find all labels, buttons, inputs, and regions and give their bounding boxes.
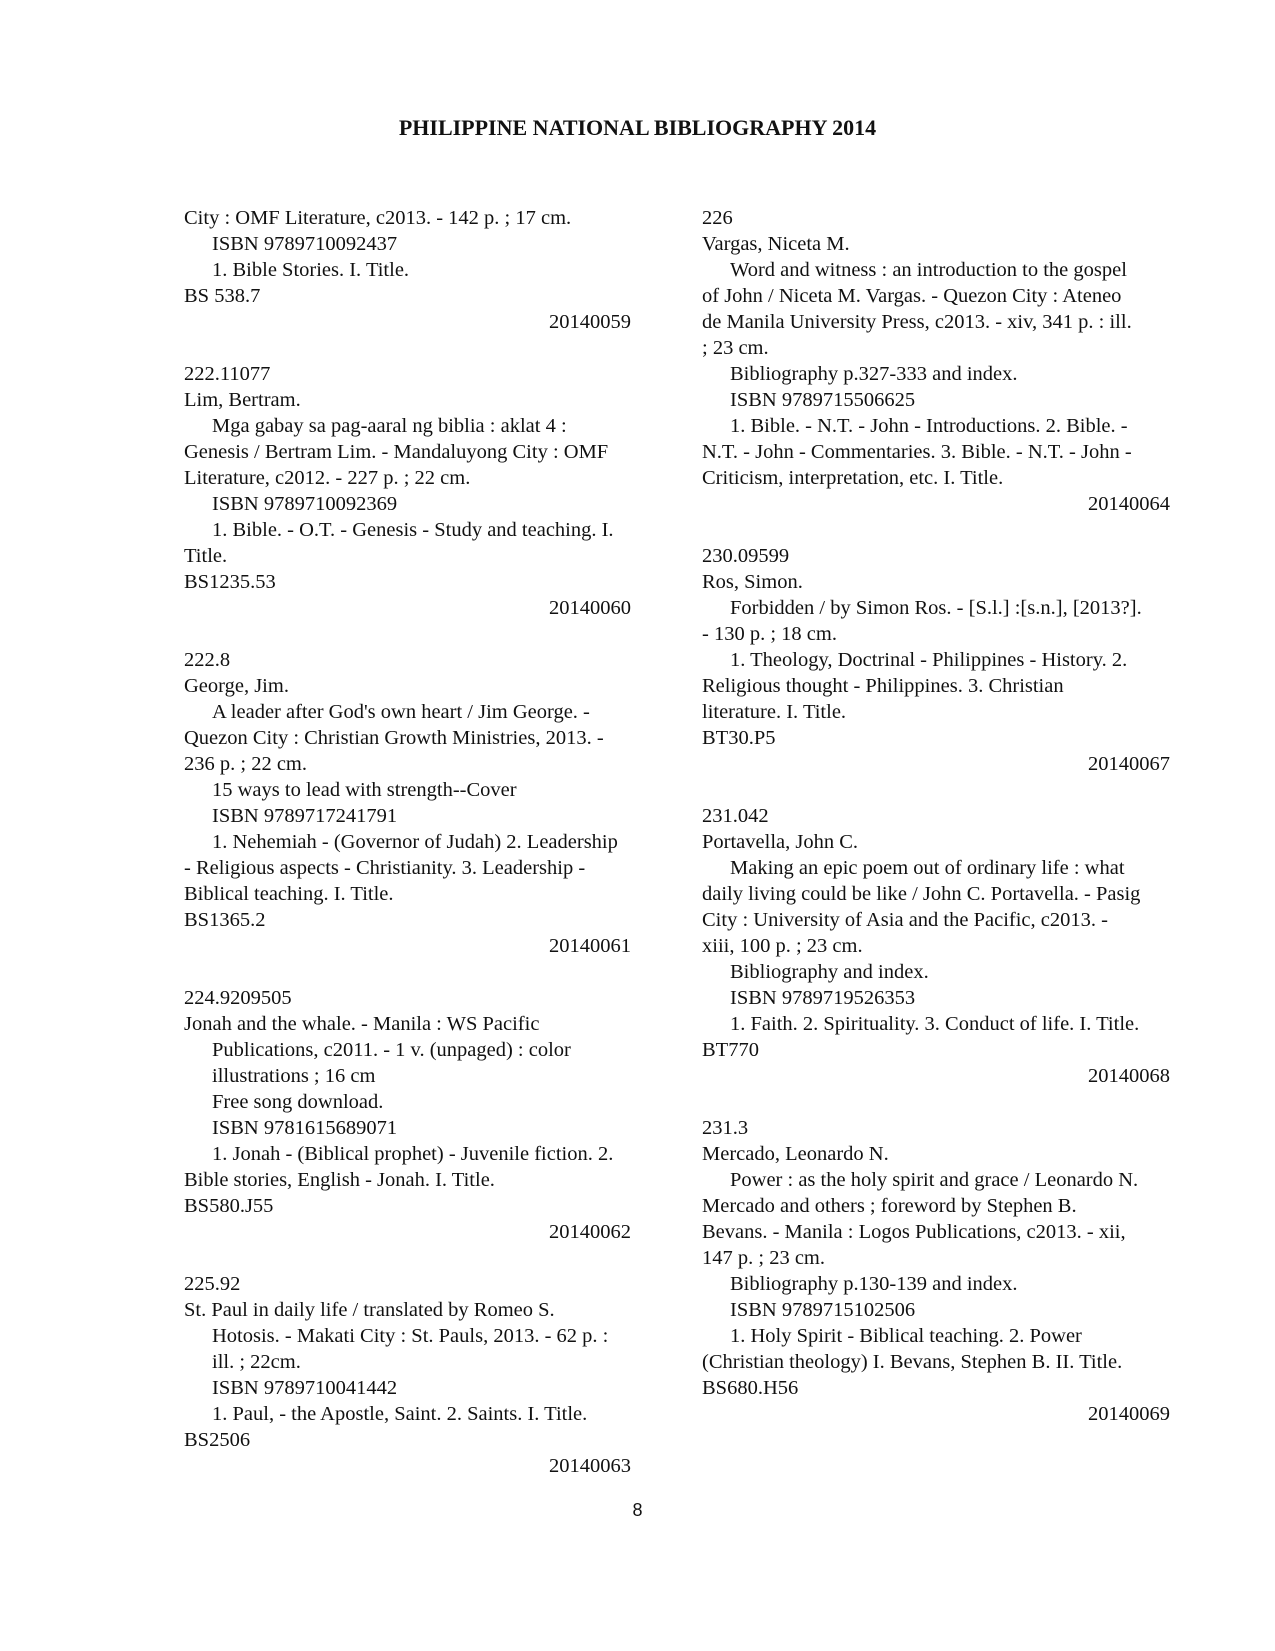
entry-line: Word and witness : an introduction to the gospel xyxy=(730,259,1127,281)
entry-line: ISBN 9781615689071 xyxy=(212,1117,398,1139)
entry-line: 1. Faith. 2. Spirituality. 3. Conduct of life. I. Title. xyxy=(730,1013,1140,1035)
entry-line: BS1365.2 xyxy=(184,909,266,931)
entry-line: ; 23 cm. xyxy=(702,337,769,359)
entry-line: Religious thought - Philippines. 3. Christian xyxy=(702,675,1064,697)
entry-line: ISBN 9789710092437 xyxy=(212,233,398,255)
entry-line: (Christian theology) I. Bevans, Stephen B. II. Title. xyxy=(702,1351,1123,1373)
entry-control-number: 20140061 xyxy=(549,935,631,957)
entry-control-number: 20140062 xyxy=(549,1221,631,1243)
entry-control-number: 20140059 xyxy=(549,311,631,333)
right-column xyxy=(702,205,1190,1453)
bibliography-entry xyxy=(184,985,651,1245)
entry-line: Mga gabay sa pag-aaral ng biblia : aklat 4 : xyxy=(212,415,567,437)
entry-line: ISBN 9789710041442 xyxy=(212,1377,398,1399)
entry-line: 1. Holy Spirit - Biblical teaching. 2. Power xyxy=(730,1325,1082,1347)
bibliography-entry xyxy=(702,205,1190,517)
entry-line: 1. Bible. - O.T. - Genesis - Study and teaching. I. xyxy=(212,519,614,541)
entry-line: BT30.P5 xyxy=(702,727,776,749)
entry-control-number: 20140063 xyxy=(549,1455,631,1477)
entry-line: 1. Bible. - N.T. - John - Introductions. 2. Bible. - xyxy=(730,415,1128,437)
entry-line: 1. Jonah - (Biblical prophet) - Juvenile fiction. 2. xyxy=(212,1143,614,1165)
entry-line: 225.92 xyxy=(184,1273,241,1295)
entry-line: - Religious aspects - Christianity. 3. Leadership - xyxy=(184,857,586,879)
entry-line: 230.09599 xyxy=(702,545,790,567)
entry-control-number: 20140064 xyxy=(1088,493,1170,515)
entry-line: 15 ways to lead with strength--Cover xyxy=(212,779,517,801)
entry-line: Literature, c2012. - 227 p. ; 22 cm. xyxy=(184,467,471,489)
entry-line: N.T. - John - Commentaries. 3. Bible. - N.T. - John - xyxy=(702,441,1132,463)
entry-line: Mercado, Leonardo N. xyxy=(702,1143,889,1165)
entry-line: xiii, 100 p. ; 23 cm. xyxy=(702,935,863,957)
left-column xyxy=(184,205,651,1505)
entry-line: Lim, Bertram. xyxy=(184,389,301,411)
page-title: PHILIPPINE NATIONAL BIBLIOGRAPHY 2014 xyxy=(398,115,877,140)
entry-line: Vargas, Niceta M. xyxy=(702,233,850,255)
entry-line: Title. xyxy=(184,545,228,567)
entry-line: 1. Bible Stories. I. Title. xyxy=(212,259,410,281)
entry-line: Bibliography p.130-139 and index. xyxy=(730,1273,1018,1295)
entry-control-number: 20140060 xyxy=(549,597,631,619)
entry-line: Power : as the holy spirit and grace / Leonardo N. xyxy=(730,1169,1139,1191)
entry-line: BS580.J55 xyxy=(184,1195,274,1217)
entry-line: 1. Theology, Doctrinal - Philippines - History. 2. xyxy=(730,649,1128,671)
entry-line: 222.11077 xyxy=(184,363,271,385)
entry-line: ISBN 9789710092369 xyxy=(212,493,398,515)
entry-line: 231.042 xyxy=(702,805,769,827)
entry-line: BT770 xyxy=(702,1039,759,1061)
entry-line: Bibliography and index. xyxy=(730,961,929,983)
entry-line: Publications, c2011. - 1 v. (unpaged) : color xyxy=(212,1039,571,1061)
entry-line: Free song download. xyxy=(212,1091,384,1113)
entry-line: de Manila University Press, c2013. - xiv, 341 p. : ill. xyxy=(702,311,1132,333)
entry-line: Bevans. - Manila : Logos Publications, c2013. - xii, xyxy=(702,1221,1126,1243)
entry-line: George, Jim. xyxy=(184,675,289,697)
entry-line: 222.8 xyxy=(184,649,231,671)
entry-line: illustrations ; 16 cm xyxy=(212,1065,376,1087)
bibliography-entry xyxy=(184,361,651,621)
bibliography-entry xyxy=(702,803,1190,1089)
entry-line: Bible stories, English - Jonah. I. Title. xyxy=(184,1169,495,1191)
entry-line: BS 538.7 xyxy=(184,285,261,307)
entry-line: literature. I. Title. xyxy=(702,701,847,723)
entry-line: Bibliography p.327-333 and index. xyxy=(730,363,1018,385)
entry-control-number: 20140067 xyxy=(1088,753,1170,775)
entry-line: Hotosis. - Makati City : St. Pauls, 2013. - 62 p. : xyxy=(212,1325,609,1347)
entry-line: 1. Nehemiah - (Governor of Judah) 2. Leadership xyxy=(212,831,618,853)
bibliography-entry xyxy=(184,205,651,335)
entry-line: - 130 p. ; 18 cm. xyxy=(702,623,837,645)
entry-line: BS1235.53 xyxy=(184,571,276,593)
bibliography-entry xyxy=(184,647,651,959)
entry-line: BS2506 xyxy=(184,1429,251,1451)
entry-line: Portavella, John C. xyxy=(702,831,859,853)
entry-line: 147 p. ; 23 cm. xyxy=(702,1247,825,1269)
entry-line: City : University of Asia and the Pacific, c2013. - xyxy=(702,909,1108,931)
bibliography-entry xyxy=(184,1271,651,1479)
bibliography-entry xyxy=(702,1115,1190,1427)
entry-line: of John / Niceta M. Vargas. - Quezon City : Ateneo xyxy=(702,285,1122,307)
entry-line: ISBN 9789715506625 xyxy=(730,389,916,411)
entry-line: Ros, Simon. xyxy=(702,571,803,593)
entry-line: Quezon City : Christian Growth Ministries, 2013. - xyxy=(184,727,604,749)
entry-line: Mercado and others ; foreword by Stephen B. xyxy=(702,1195,1077,1217)
entry-line: Criticism, interpretation, etc. I. Title. xyxy=(702,467,1004,489)
entry-control-number: 20140068 xyxy=(1088,1065,1170,1087)
entry-line: 226 xyxy=(702,207,733,229)
entry-line: Biblical teaching. I. Title. xyxy=(184,883,394,905)
entry-line: 236 p. ; 22 cm. xyxy=(184,753,307,775)
entry-line: City : OMF Literature, c2013. - 142 p. ; 17 cm. xyxy=(184,207,572,229)
entry-line: Jonah and the whale. - Manila : WS Pacific xyxy=(184,1013,540,1035)
entry-line: ISBN 9789719526353 xyxy=(730,987,916,1009)
entry-line: daily living could be like / John C. Portavella. - Pasig xyxy=(702,883,1141,905)
entry-line: Genesis / Bertram Lim. - Mandaluyong City : OMF xyxy=(184,441,609,463)
entry-line: BS680.H56 xyxy=(702,1377,799,1399)
entry-line: 1. Paul, - the Apostle, Saint. 2. Saints. I. Title. xyxy=(212,1403,588,1425)
entry-line: Making an epic poem out of ordinary life : what xyxy=(730,857,1125,879)
entry-line: ISBN 9789717241791 xyxy=(212,805,398,827)
bibliography-entry xyxy=(702,543,1190,777)
entry-line: St. Paul in daily life / translated by Romeo S. xyxy=(184,1299,555,1321)
entry-line: ISBN 9789715102506 xyxy=(730,1299,916,1321)
entry-line: ill. ; 22cm. xyxy=(212,1351,301,1373)
entry-line: Forbidden / by Simon Ros. - [S.l.] :[s.n.], [2013?]. xyxy=(730,597,1142,619)
entry-line: 231.3 xyxy=(702,1117,749,1139)
entry-control-number: 20140069 xyxy=(1088,1403,1170,1425)
entry-line: 224.9209505 xyxy=(184,987,292,1009)
page-number: 8 xyxy=(632,1500,643,1520)
entry-line: A leader after God's own heart / Jim George. - xyxy=(212,701,590,723)
